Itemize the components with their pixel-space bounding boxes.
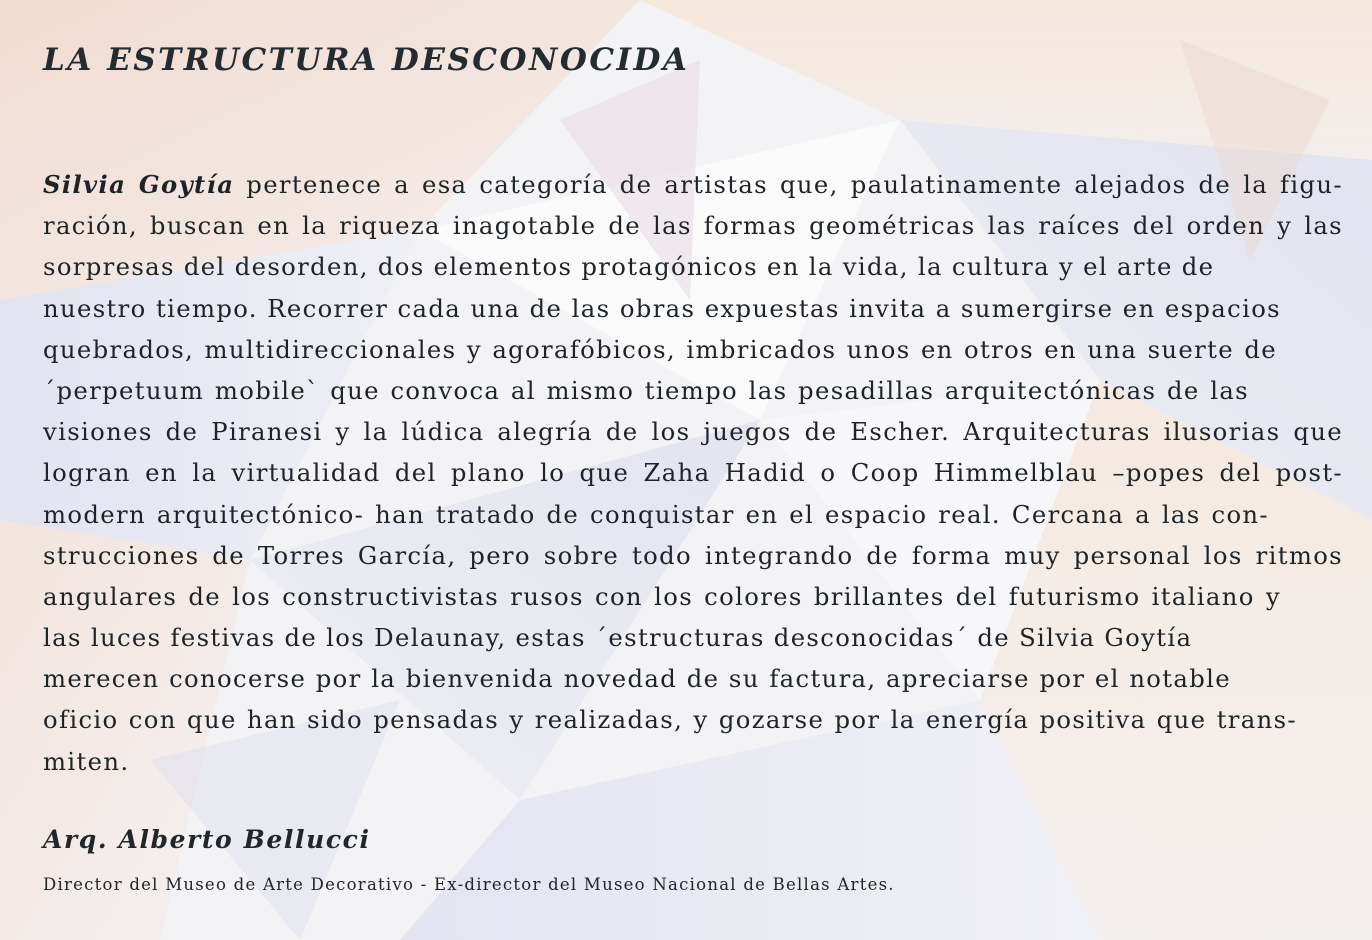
body-line: merecen conocerse por la bienvenida novedad de su factura, apreciarse por el notable — [43, 664, 1231, 694]
body-line: sorpresas del desorden, dos elementos protagónicos en la vida, la cultura y el arte de — [43, 252, 1215, 282]
body-line: nuestro tiempo. Recorrer cada una de las obras expuestas invita a sumergirse en espacios — [43, 293, 1281, 323]
body-line: las luces festivas de los Delaunay, estas ´estructuras desconocidas´ de Silvia Goytía — [43, 623, 1193, 653]
body-line: oficio con que han sido pensadas y realizadas, y gozarse por la energía positiva que trans- — [43, 705, 1297, 735]
body-line: angulares de los constructivistas rusos con los colores brillantes del futurismo italiano y — [43, 581, 1281, 611]
body-line: ´perpetuum mobile` que convoca al mismo tiempo las pesadillas arquitectónicas de las — [43, 375, 1249, 405]
artist-name: Silvia Goytía — [43, 170, 235, 199]
body-text — [43, 164, 1343, 782]
body-line: Silvia Goytía pertenece a esa categoría de artistas que, paulatinamente alejados de la figu- — [43, 170, 1343, 199]
body-line: modern arquitectónico- han tratado de conquistar en el espacio real. Cercana a las con- — [43, 499, 1269, 529]
body-line: ración, buscan en la riqueza inagotable de las formas geométricas las raíces del orden y las — [43, 211, 1343, 241]
body-line: logran en la virtualidad del plano lo que Zaha Hadid o Coop Himmelblau –popes del post- — [43, 458, 1343, 488]
author-name: Arq. Alberto Bellucci — [43, 825, 371, 854]
body-line: strucciones de Torres García, pero sobre todo integrando de forma muy personal los ritmos — [43, 540, 1343, 570]
body-line: quebrados, multidireccionales y agorafóbicos, imbricados unos en otros en una suerte de — [43, 334, 1277, 364]
author-role: Director del Museo de Arte Decorativo - Ex-director del Museo Nacional de Bellas Artes. — [43, 875, 895, 894]
body-line: miten. — [43, 746, 130, 776]
document-title: LA ESTRUCTURA DESCONOCIDA — [43, 42, 690, 78]
body-line: visiones de Piranesi y la lúdica alegría de los juegos de Escher. Arquitecturas ilusorias que — [43, 417, 1343, 447]
